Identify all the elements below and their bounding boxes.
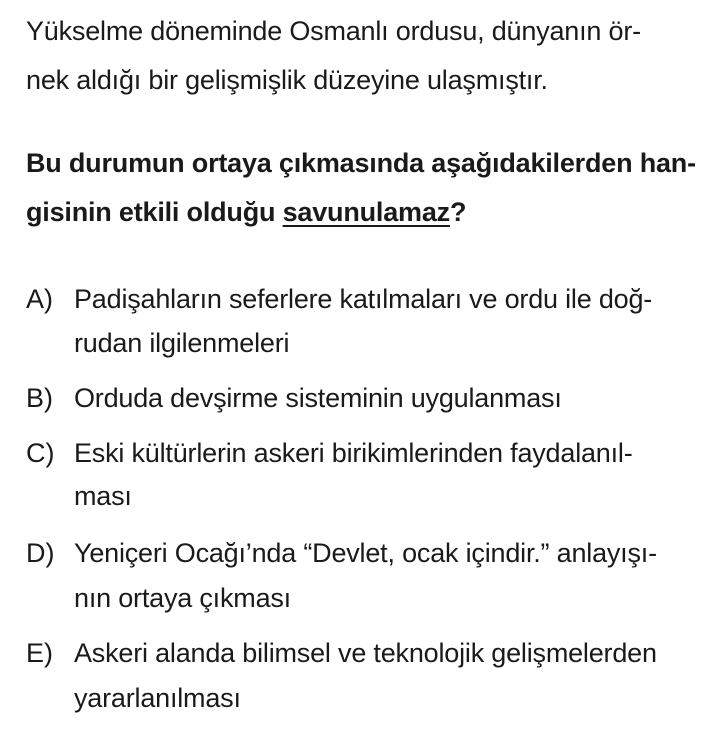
option-c-line-1: Eski kültürlerin askeri birikimlerinden faydalanıl- xyxy=(74,438,633,468)
question-line-2 xyxy=(26,195,466,229)
question-emphasis: savunulamaz xyxy=(282,197,450,227)
option-b-line-1: Orduda devşirme sisteminin uygulanması xyxy=(74,383,562,413)
option-c-letter: C) xyxy=(26,438,55,468)
option-b-letter: B) xyxy=(26,383,53,413)
option-a-line-1: Padişahların seferlere katılmaları ve ordu ile doğ- xyxy=(74,284,653,314)
option-c-line-2: ması xyxy=(74,481,132,511)
question-line-1: Bu durumun ortaya çıkmasında aşağıdakilerden han- xyxy=(26,148,696,178)
option-d-line-1: Yeniçeri Ocağı’nda “Devlet, ocak içindir.” anlayışı- xyxy=(74,538,657,568)
option-e-letter: E) xyxy=(26,638,53,668)
option-e-line-2: yararlanılması xyxy=(74,683,241,713)
question-line-2-start: gisinin etkili olduğu xyxy=(26,197,283,227)
question-line-2-end: ? xyxy=(449,197,467,227)
stem-line-1: Yükselme döneminde Osmanlı ordusu, dünyanın ör- xyxy=(26,16,641,46)
option-e-line-1: Askeri alanda bilimsel ve teknolojik gelişmelerden xyxy=(74,638,657,668)
option-a-line-2: rudan ilgilenmeleri xyxy=(74,328,290,358)
option-d-letter: D) xyxy=(26,538,55,568)
option-d-line-2: nın ortaya çıkması xyxy=(74,583,291,613)
stem-line-2: nek aldığı bir gelişmişlik düzeyine ulaşmıştır. xyxy=(26,65,548,95)
option-a-letter: A) xyxy=(26,284,53,314)
